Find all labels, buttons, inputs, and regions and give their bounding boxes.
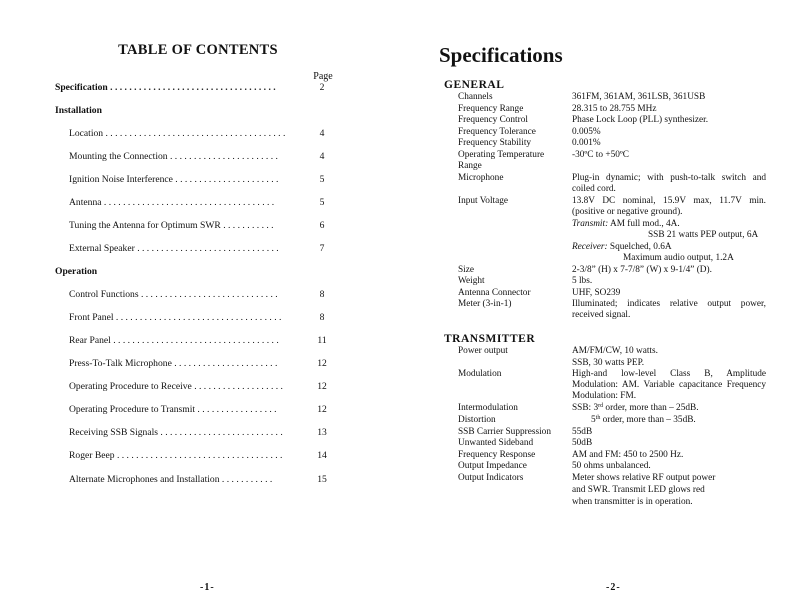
toc-entry-label: Control Functions . . . . . . . . . . . . . . . . . . . . . . . . . . . . . (69, 289, 278, 300)
toc-section-row (0, 104, 396, 118)
spec-value: AM and FM: 450 to 2500 Hz. (572, 450, 684, 460)
spec-label: Output Impedance (458, 461, 527, 471)
spec-label: Frequency Control (458, 115, 528, 125)
intermod-sup: rd (598, 403, 604, 409)
spec-value: High-and low-level Class B, Amplitude Modulation: AM. Variable capacitance Frequency Modulation: FM. (572, 369, 766, 402)
spec-value: 50dB (572, 438, 593, 448)
toc-entry-row (0, 380, 396, 394)
spec-value: 5 lbs. (572, 276, 593, 286)
spec-label: Intermodulation (458, 403, 518, 413)
spec-value: Illuminated; indicates relative output power, received signal. (572, 299, 766, 321)
spec-value: SSB, 30 watts PEP. (572, 358, 645, 368)
toc-page-number: 8 (319, 289, 325, 300)
spec-value: 0.001% (572, 138, 601, 148)
spec-value: 55dB (572, 427, 593, 437)
receiver-value: Squelched, 0.6A (607, 242, 672, 252)
spec-label: Modulation (458, 369, 502, 379)
toc-entry-label: Operating Procedure to Transmit . . . . . . . . . . . . . . . . . (69, 404, 277, 415)
spec-label: Power output (458, 346, 508, 356)
spec-value: -30ºC to +50ºC (572, 150, 629, 160)
spec-value (591, 415, 696, 426)
toc-entry-row (0, 127, 396, 141)
spec-value (572, 219, 680, 230)
toc-entry-row (0, 196, 396, 210)
spec-label: Meter (3-in-1) (458, 299, 512, 309)
specifications-title: Specifications (439, 43, 563, 67)
spec-value: and SWR. Transmit LED glows red (572, 485, 705, 495)
spec-value: Phase Lock Loop (PLL) synthesizer. (572, 115, 709, 125)
toc-entry-row (0, 150, 396, 164)
toc-entry-label: Specification . . . . . . . . . . . . . . . . . . . . . . . . . . . . . . . . . . . (55, 82, 276, 93)
toc-entry-label: Receiving SSB Signals . . . . . . . . . . . . . . . . . . . . . . . . . . (69, 427, 283, 438)
toc-page-number: 5 (319, 197, 325, 208)
page-column-header: Page (313, 71, 333, 82)
toc-page-number: 2 (319, 82, 325, 93)
toc-entry-label: Front Panel . . . . . . . . . . . . . . . . . . . . . . . . . . . . . . . . . . . (69, 312, 282, 323)
spec-value: Maximum audio output, 1.2A (623, 253, 734, 263)
toc-entry-row (0, 334, 396, 348)
spec-value: UHF, SO239 (572, 288, 621, 298)
toc-entry-row (0, 473, 396, 487)
transmitter-heading: TRANSMITTER (444, 333, 536, 345)
toc-entry-label: Operation (55, 266, 98, 277)
spec-label: Microphone (458, 173, 504, 183)
toc-entry-label: External Speaker . . . . . . . . . . . . . . . . . . . . . . . . . . . . . . (69, 243, 279, 254)
toc-entry-row (0, 357, 396, 371)
spec-value: Meter shows relative RF output power (572, 473, 716, 483)
toc-page-number: 12 (317, 404, 327, 415)
spec-label: Channels (458, 92, 493, 102)
toc-page-number: 5 (319, 174, 325, 185)
toc-entry-row (0, 311, 396, 325)
toc-entry-row (0, 449, 396, 463)
spec-label: SSB Carrier Suppression (458, 427, 551, 437)
specifications-page (396, 0, 793, 613)
toc-entry-label: Tuning the Antenna for Optimum SWR . . . . . . . . . . . (69, 220, 274, 231)
toc-page-number: 4 (319, 151, 325, 162)
intermod-post: order, more than – 25dB. (603, 403, 699, 413)
toc-entry-label: Alternate Microphones and Installation . . . . . . . . . . . (69, 474, 273, 485)
intermod-pre: SSB: 3 (572, 403, 599, 413)
toc-entry-label: Rear Panel . . . . . . . . . . . . . . . . . . . . . . . . . . . . . . . . . . . (69, 335, 279, 346)
spec-label: Input Voltage (458, 196, 509, 206)
toc-page-number: 11 (317, 335, 327, 346)
spec-value: 28.315 to 28.755 MHz (572, 104, 657, 114)
spec-value: 0.005% (572, 127, 601, 137)
spec-value: SSB 21 watts PEP output, 6A (648, 230, 759, 240)
general-heading: GENERAL (444, 79, 505, 91)
spec-label: Unwanted Sideband (458, 438, 534, 448)
spec-value (572, 403, 699, 414)
page-number-left: -1- (200, 582, 215, 593)
toc-entry-label: Mounting the Connection . . . . . . . . . . . . . . . . . . . . . . . (69, 151, 278, 162)
spec-value: 2-3/8” (H) x 7-7/8” (W) x 9-1/4” (D). (572, 265, 712, 275)
toc-title: TABLE OF CONTENTS (118, 42, 278, 58)
spec-value: 361FM, 361AM, 361LSB, 361USB (572, 92, 706, 102)
spec-value: 13.8V DC nominal, 15.9V max, 11.7V min. (positive or negative ground). (572, 196, 766, 218)
spec-value: AM/FM/CW, 10 watts. (572, 346, 658, 356)
transmit-label: Transmit: (572, 219, 609, 229)
receiver-label: Receiver: (572, 242, 608, 252)
toc-page-number: 4 (319, 128, 325, 139)
toc-page-number: 15 (317, 474, 327, 485)
toc-page-number: 12 (317, 358, 327, 369)
toc-entry-label: Antenna . . . . . . . . . . . . . . . . . . . . . . . . . . . . . . . . . . . . (69, 197, 275, 208)
toc-entry-label: Operating Procedure to Receive . . . . . . . . . . . . . . . . . . . (69, 381, 283, 392)
spec-label: Range (458, 161, 482, 171)
spec-value: Plug-in dynamic; with push-to-talk switch and coiled cord. (572, 173, 766, 195)
toc-entry-label: Press-To-Talk Microphone . . . . . . . . . . . . . . . . . . . . . . (69, 358, 278, 369)
toc-entry-row (0, 173, 396, 187)
toc-entry-label: Roger Beep . . . . . . . . . . . . . . . . . . . . . . . . . . . . . . . . . . . (69, 450, 283, 461)
toc-entry-row (0, 219, 396, 233)
toc-entry-row (0, 288, 396, 302)
toc-page-number: 6 (319, 220, 325, 231)
spec-label: Frequency Response (458, 450, 536, 460)
toc-page-number: 14 (317, 450, 327, 461)
spec-label: Antenna Connector (458, 288, 531, 298)
spec-label: Size (458, 265, 475, 275)
toc-entry-row (0, 426, 396, 440)
toc-section-row (0, 265, 396, 279)
toc-entry-label: Ignition Noise Interference . . . . . . . . . . . . . . . . . . . . . . (69, 174, 279, 185)
distortion-post: order, more than – 35dB. (600, 415, 696, 425)
distortion-pre: 5 (591, 415, 596, 425)
toc-section-row (0, 81, 396, 95)
spec-value: 50 ohms unbalanced. (572, 461, 651, 471)
toc-entry-label: Installation (55, 105, 102, 116)
toc-page-number: 7 (319, 243, 325, 254)
toc-page-number: 13 (317, 427, 327, 438)
toc-page (0, 0, 396, 613)
spec-label: Operating Temperature (458, 150, 545, 160)
toc-page-number: 12 (317, 381, 327, 392)
spec-label: Frequency Tolerance (458, 127, 536, 137)
toc-page-number: 8 (319, 312, 325, 323)
spec-value (572, 242, 672, 253)
transmit-value: AM full mod., 4A. (608, 219, 680, 229)
spec-label: Distortion (458, 415, 496, 425)
toc-entry-row (0, 403, 396, 417)
spec-value: when transmitter is in operation. (572, 497, 693, 507)
spec-label: Output Indicators (458, 473, 524, 483)
distortion-sup: th (595, 415, 601, 421)
toc-entry-label: Location . . . . . . . . . . . . . . . . . . . . . . . . . . . . . . . . . . . . . . (69, 128, 286, 139)
spec-label: Frequency Stability (458, 138, 532, 148)
toc-entry-row (0, 242, 396, 256)
spec-label: Frequency Range (458, 104, 524, 114)
page-number-right: -2- (606, 582, 621, 593)
spec-label: Weight (458, 276, 485, 286)
